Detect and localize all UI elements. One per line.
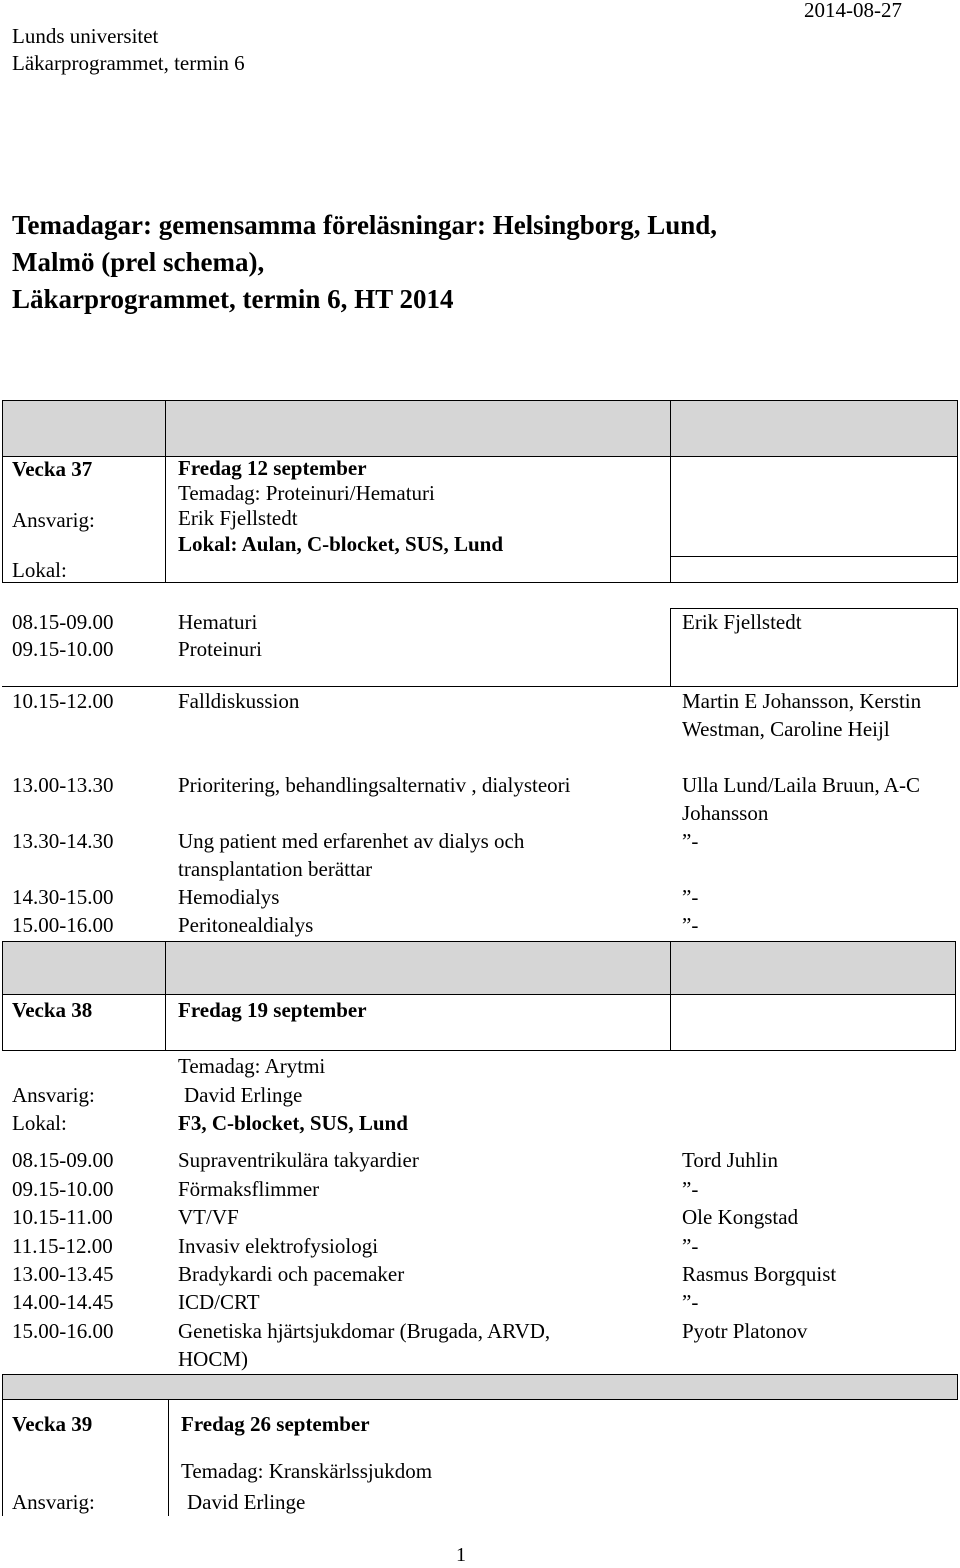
table-row-topic: VT/VF bbox=[178, 1205, 239, 1229]
table-row-lecturer: ”- bbox=[682, 1234, 699, 1258]
week37-responsible: Erik Fjellstedt bbox=[178, 506, 298, 530]
week38-responsible: David Erlinge bbox=[184, 1083, 303, 1107]
table-row-topic: Hematuri bbox=[178, 610, 258, 634]
week38-ansvarig-label: Ansvarig: bbox=[12, 1083, 95, 1107]
table-row-lecturer: ”- bbox=[682, 913, 699, 937]
table-row-topic: Falldiskussion bbox=[178, 689, 300, 713]
table-row-time: 14.30-15.00 bbox=[12, 885, 114, 909]
table-row-lecturer: ”- bbox=[682, 1177, 699, 1201]
table-row-time: 14.00-14.45 bbox=[12, 1290, 114, 1314]
table-row-lecturer: Martin E Johansson, Kerstin Westman, Caroline Heijl bbox=[682, 689, 922, 741]
table-row-lecturer: ”- bbox=[682, 829, 699, 853]
table-row-topic: Hemodialys bbox=[178, 885, 280, 909]
week37-week-label: Vecka 37 bbox=[12, 457, 93, 481]
week38-header-band bbox=[2, 941, 956, 994]
table-row-time: 15.00-16.00 bbox=[12, 1319, 114, 1343]
week37-lokal-label: Lokal: bbox=[12, 558, 67, 582]
week38-location: F3, C-blocket, SUS, Lund bbox=[178, 1111, 408, 1135]
week37-ansvarig-label: Ansvarig: bbox=[12, 508, 95, 532]
table-row-topic: Invasiv elektrofysiologi bbox=[178, 1234, 379, 1258]
table-row-topic: Ung patient med erfarenhet av dialys och transplantation berättar bbox=[178, 829, 525, 881]
table-row-lecturer: Tord Juhlin bbox=[682, 1148, 778, 1172]
week37-day: Fredag 12 september bbox=[178, 456, 367, 480]
table-row-lecturer: Ulla Lund/Laila Bruun, A-C Johansson bbox=[682, 773, 920, 825]
table-row-time: 15.00-16.00 bbox=[12, 913, 114, 937]
program-name: Läkarprogrammet, termin 6 bbox=[12, 51, 245, 75]
week39-responsible: David Erlinge bbox=[187, 1490, 306, 1514]
week37-header-band bbox=[2, 400, 958, 456]
page-title-line1: Temadagar: gemensamma föreläsningar: Helsingborg, Lund, bbox=[12, 210, 718, 240]
table-row-topic: Genetiska hjärtsjukdomar (Brugada, ARVD, HOCM) bbox=[178, 1319, 551, 1371]
table-row-time: 10.15-12.00 bbox=[12, 689, 114, 713]
table-row-time: 09.15-10.00 bbox=[12, 637, 114, 661]
page-number: 1 bbox=[456, 1544, 466, 1566]
table-row-time: 11.15-12.00 bbox=[12, 1234, 113, 1258]
table-row-topic: Bradykardi och pacemaker bbox=[178, 1262, 405, 1286]
table-row-lecturer: Pyotr Platonov bbox=[682, 1319, 808, 1343]
table-row-time: 13.00-13.30 bbox=[12, 773, 114, 797]
table-row-time: 08.15-09.00 bbox=[12, 1148, 114, 1172]
week38-day: Fredag 19 september bbox=[178, 998, 367, 1022]
table-row-lecturer: ”- bbox=[682, 885, 699, 909]
table-row-time: 13.30-14.30 bbox=[12, 829, 114, 853]
table-row-time: 10.15-11.00 bbox=[12, 1205, 113, 1229]
table-row-time: 09.15-10.00 bbox=[12, 1177, 114, 1201]
table-row-lecturer: Rasmus Borgquist bbox=[682, 1262, 837, 1286]
table-row-lecturer: Erik Fjellstedt bbox=[682, 610, 802, 634]
week39-ansvarig-label: Ansvarig: bbox=[12, 1490, 95, 1514]
week39-header-band bbox=[2, 1374, 958, 1399]
page-title-line3: Läkarprogrammet, termin 6, HT 2014 bbox=[12, 284, 454, 314]
university-name: Lunds universitet bbox=[12, 24, 159, 48]
table-row-topic: ICD/CRT bbox=[178, 1290, 260, 1314]
week38-lokal-label: Lokal: bbox=[12, 1111, 67, 1135]
table-row-topic: Förmaksflimmer bbox=[178, 1177, 320, 1201]
week38-week-label: Vecka 38 bbox=[12, 998, 93, 1022]
week39-theme: Temadag: Kranskärlssjukdom bbox=[181, 1459, 433, 1483]
week39-week-label: Vecka 39 bbox=[12, 1412, 93, 1436]
table-row-lecturer: Ole Kongstad bbox=[682, 1205, 799, 1229]
table-row-topic: Prioritering, behandlingsalternativ , dialysteori bbox=[178, 773, 571, 797]
week38-theme: Temadag: Arytmi bbox=[178, 1054, 326, 1078]
document-date: 2014-08-27 bbox=[804, 0, 902, 22]
week37-theme: Temadag: Proteinuri/Hematuri bbox=[178, 481, 435, 505]
week37-location: Lokal: Aulan, C-blocket, SUS, Lund bbox=[178, 532, 504, 556]
table-row-time: 13.00-13.45 bbox=[12, 1262, 114, 1286]
table-row-topic: Supraventrikulära takyardier bbox=[178, 1148, 419, 1172]
table-row-time: 08.15-09.00 bbox=[12, 610, 114, 634]
table-row-topic: Peritonealdialys bbox=[178, 913, 314, 937]
page-title-line2: Malmö (prel schema), bbox=[12, 247, 265, 277]
week39-day: Fredag 26 september bbox=[181, 1412, 370, 1436]
table-row-topic: Proteinuri bbox=[178, 637, 262, 661]
table-row-lecturer: ”- bbox=[682, 1290, 699, 1314]
